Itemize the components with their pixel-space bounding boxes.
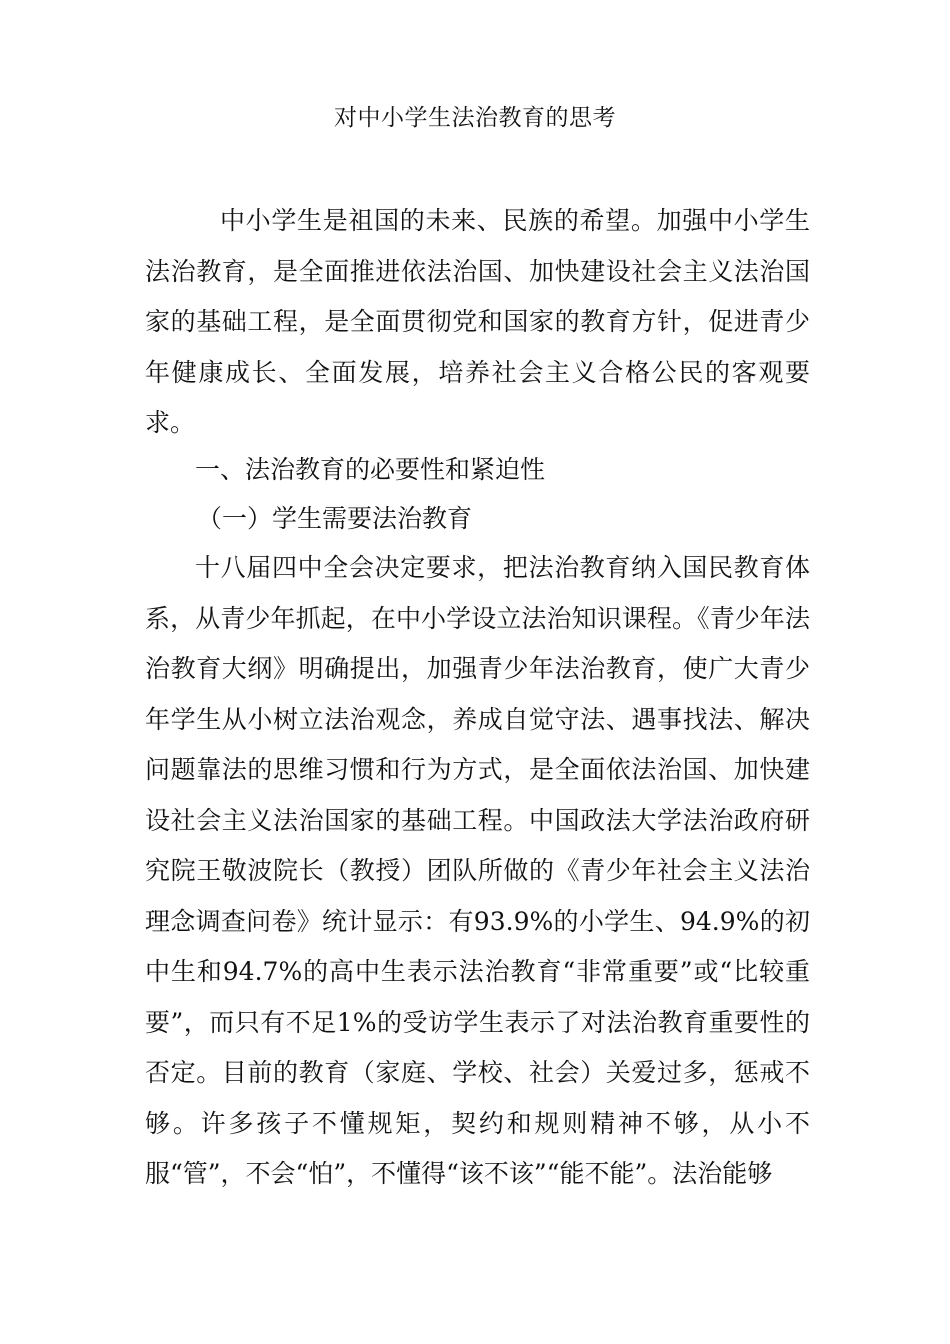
body-paragraph: 十八届四中全会决定要求，把法治教育纳入国民教育体系，从青少年抓起，在中小学设立法治知识课程。《青少年法治教育大纲》明确提出，加强青少年法治教育，使广大青少年学生从小树立法治观念，养成自觉守法、遇事找法、解决问题靠法的思维习惯和行为方式，是全面依法治国、加快建设社会主义法治国家的基础工程。中国政法大学法治政府研究院王敬波院长（教授）团队所做的《青少年社会主义法治理念调查问卷》统计显示：有93.9%的小学生、94.9%的初中生和94.7%的高中生表示法治教育“非常重要”或“比较重要”，而只有不足1%的受访学生表示了对法治教育重要性的否定。目前的教育（家庭、学校、社会）关爱过多，惩戒不够。许多孩子不懂规矩，契约和规则精神不够，从小不服“管”，不会“怕”，不懂得“该不该”“能不能”。法治能够 xyxy=(145,553,810,1188)
document-title: 对中小学生法治教育的思考 xyxy=(334,105,616,131)
subsection-heading: （一）学生需要法治教育 xyxy=(197,504,473,533)
intro-paragraph: 中小学生是祖国的未来、民族的希望。加强中小学生法治教育，是全面推进依法治国、加快建设社会主义法治国家的基础工程，是全面贯彻党和国家的教育方针，促进青少年健康成长、全面发展，培养社会主义合格公民的客观要求。 xyxy=(145,206,810,437)
section-heading: 一、法治教育的必要性和紧迫性 xyxy=(195,455,546,484)
